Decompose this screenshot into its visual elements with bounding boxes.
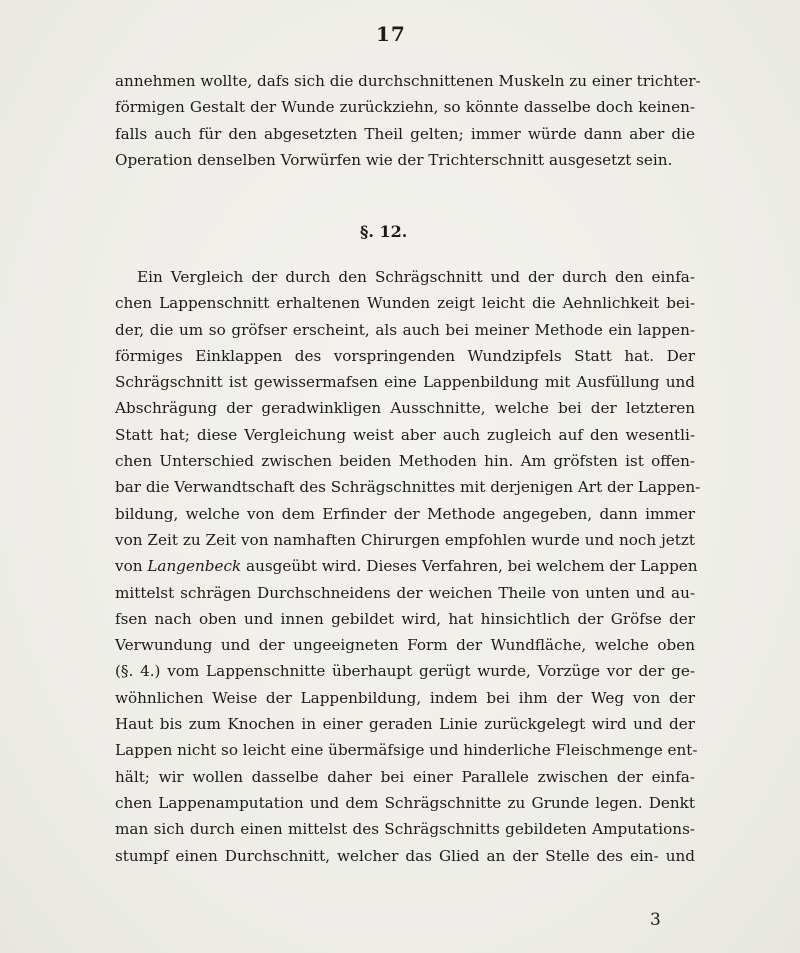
text-line: wöhnlichen Weise der Lappenbildung, indem bei ihm der Weg von der	[115, 688, 695, 707]
text-line: stumpf einen Durchschnitt, welcher das Glied an der Stelle des ein- und	[115, 846, 695, 865]
text-line: förmiges Einklappen des vorspringenden Wundzipfels Statt hat. Der	[115, 346, 695, 365]
text-fragment: ausgeübt wird. Dieses Verfahren, bei welchem der Lappen	[246, 557, 698, 576]
text-line: chen Lappenschnitt erhaltenen Wunden zeigt leicht die Aehnlichkeit bei-	[115, 294, 695, 313]
text-line: bar die Verwandtschaft des Schrägschnittes mit derjenigen Art der Lappen-	[115, 478, 701, 497]
section-heading: §. 12.	[360, 222, 408, 241]
page-number: 17	[376, 22, 406, 46]
text-line: fsen nach oben und innen gebildet wird, hat hinsichtlich der Gröfse der	[115, 609, 695, 628]
text-line: chen Unterschied zwischen beiden Methoden hin. Am gröfsten ist offen-	[115, 452, 695, 471]
text-line: Statt hat; diese Vergleichung weist aber auch zugleich auf den wesentli-	[115, 425, 695, 444]
text-fragment: von	[115, 557, 143, 576]
text-line: man sich durch einen mittelst des Schrägschnitts gebildeten Amputations-	[115, 820, 695, 839]
paragraph-section-12	[115, 264, 701, 869]
text-line: bildung, welche von dem Erfinder der Methode angegeben, dann immer	[115, 504, 695, 523]
text-line	[115, 553, 698, 579]
text-line: Schrägschnitt ist gewissermafsen eine Lappenbildung mit Ausfüllung und	[115, 373, 695, 392]
author-name: Langenbeck	[147, 557, 242, 576]
text-line: Operation denselben Vorwürfen wie der Trichterschnitt ausgesetzt sein.	[115, 150, 673, 169]
text-line: von Zeit zu Zeit von namhaften Chirurgen empfohlen wurde und noch jetzt	[115, 530, 695, 549]
text-line: Haut bis zum Knochen in einer geraden Linie zurückgelegt wird und der	[115, 715, 695, 734]
text-line: hält; wir wollen dasselbe daher bei einer Parallele zwischen der einfa-	[115, 767, 695, 786]
signature-mark: 3	[650, 910, 661, 930]
text-line: mittelst schrägen Durchschneidens der weichen Theile von unten und au-	[115, 583, 695, 602]
text-line: chen Lappenamputation und dem Schrägschnitte zu Grunde legen. Denkt	[115, 793, 695, 812]
text-line: Ein Vergleich der durch den Schrägschnitt und der durch den einfa-	[137, 268, 695, 286]
text-line: annehmen wollte, dafs sich die durchschnittenen Muskeln zu einer trichter-	[115, 72, 701, 90]
text-line: Lappen nicht so leicht eine übermäfsige und hinderliche Fleischmenge ent-	[115, 741, 698, 760]
paragraph-continuation	[115, 68, 701, 173]
text-line: förmigen Gestalt der Wunde zurückziehn, so könnte dasselbe doch keinen-	[115, 98, 695, 117]
text-line: der, die um so gröfser erscheint, als auch bei meiner Methode ein lappen-	[115, 320, 695, 339]
text-line: falls auch für den abgesetzten Theil gelten; immer würde dann aber die	[115, 124, 695, 143]
text-line: (§. 4.) vom Lappenschnitte überhaupt gerügt wurde, Vorzüge vor der ge-	[115, 662, 695, 681]
text-line: Abschrägung der geradwinkligen Ausschnitte, welche bei der letzteren	[115, 399, 695, 418]
text-line: Verwundung und der ungeeigneten Form der Wundfläche, welche oben	[115, 636, 695, 655]
